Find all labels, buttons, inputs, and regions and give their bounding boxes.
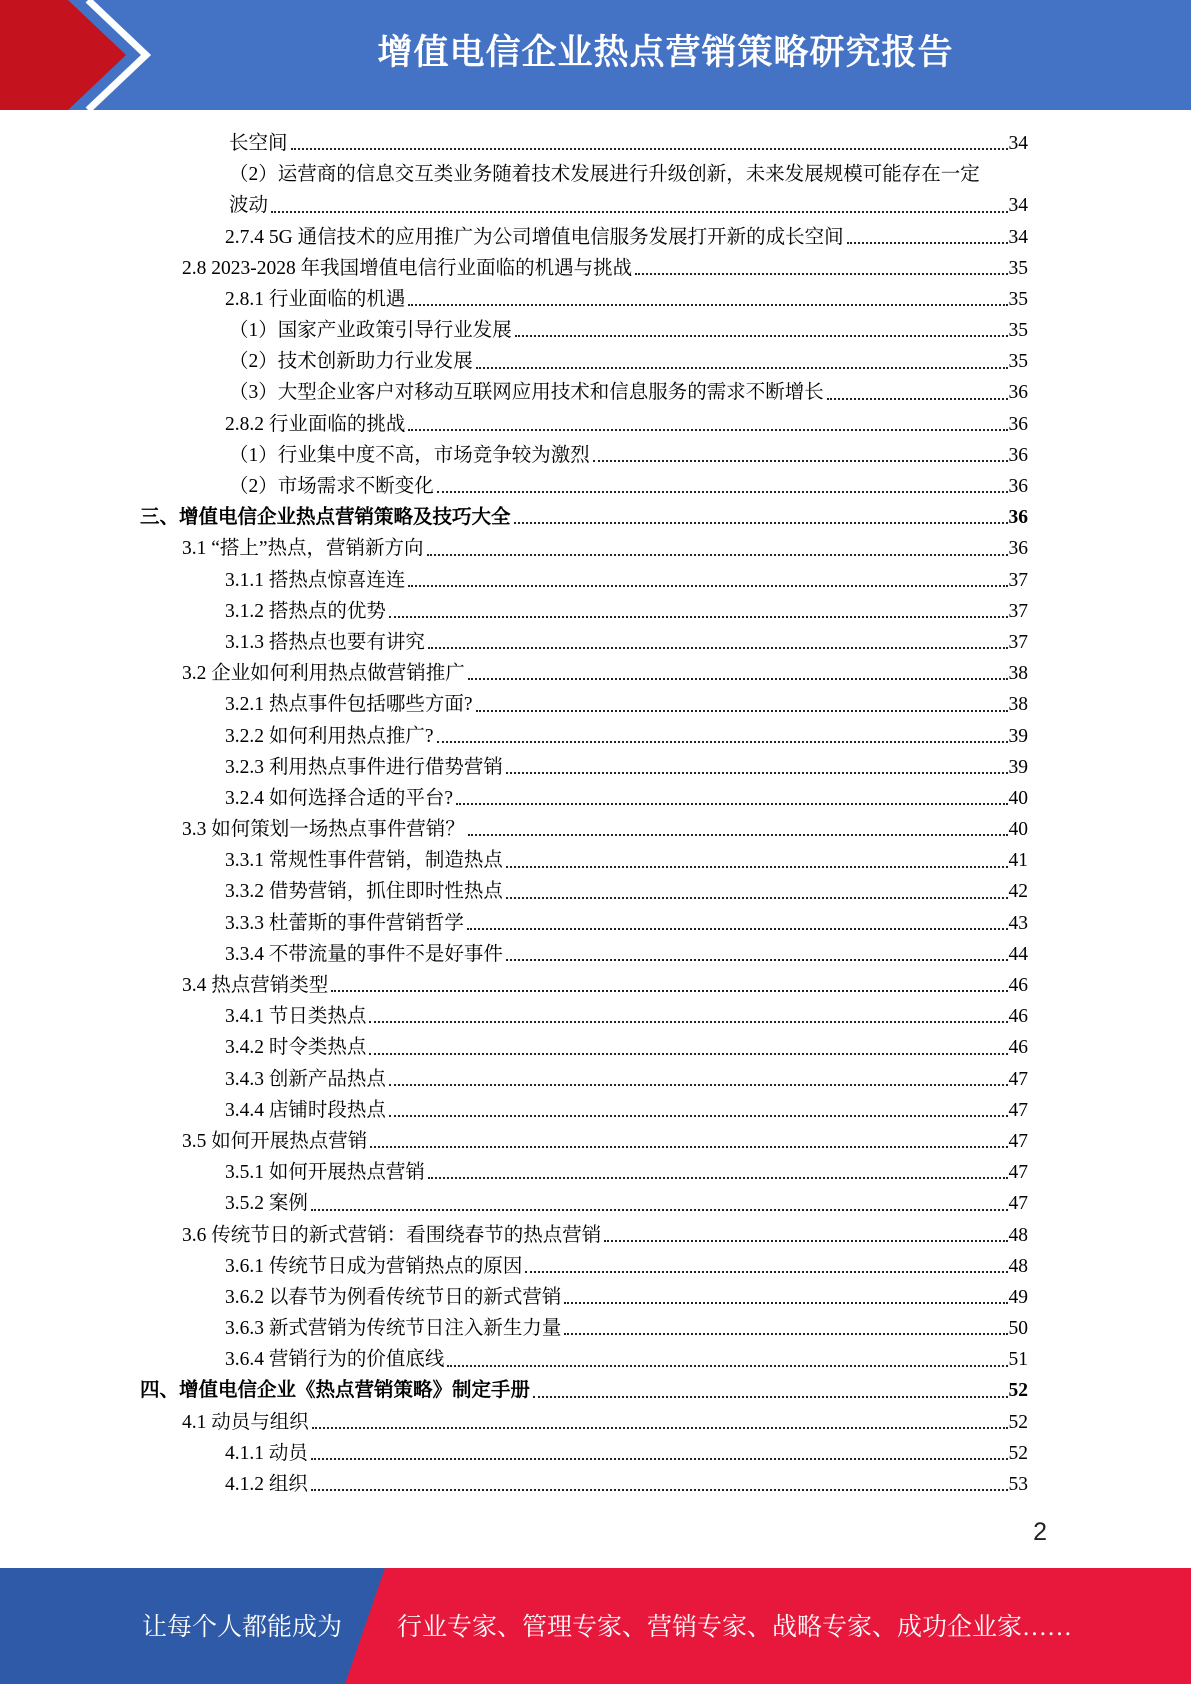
toc-entry-title: 3.2.1 热点事件包括哪些方面? xyxy=(225,694,473,716)
toc-dot-leader xyxy=(515,335,1008,337)
toc-entry[interactable] xyxy=(140,658,1028,689)
toc-entry-page: 36 xyxy=(1008,444,1028,466)
toc-entry-page: 38 xyxy=(1008,663,1028,685)
toc-entry-title: 3.2 企业如何利用热点做营销推广 xyxy=(182,663,465,685)
page-footer xyxy=(0,1568,1191,1684)
toc-dot-leader xyxy=(604,1240,1007,1242)
toc-entry-title: 3.5.2 案例 xyxy=(225,1193,308,1215)
toc-dot-leader xyxy=(827,398,1008,400)
toc-entry-title: 3.1.2 搭热点的优势 xyxy=(225,600,386,622)
toc-dot-leader xyxy=(506,772,1008,774)
toc-dot-leader xyxy=(847,242,1008,244)
toc-entry-title: （2）技术创新助力行业发展 xyxy=(229,351,473,373)
toc-dot-leader xyxy=(456,803,1007,805)
toc-entry-title: 4.1.2 组织 xyxy=(225,1474,308,1496)
toc-entry[interactable] xyxy=(140,1064,1028,1095)
toc-entry[interactable] xyxy=(140,440,1028,471)
toc-dot-leader xyxy=(369,1021,1007,1023)
toc-entry-page: 36 xyxy=(1008,382,1028,404)
toc-entry-title: （2）运营商的信息交互类业务随着技术发展进行升级创新，未来发展规模可能存在一定 xyxy=(229,164,980,186)
toc-entry[interactable] xyxy=(140,1282,1028,1313)
toc-entry[interactable] xyxy=(140,1126,1028,1157)
toc-dot-leader xyxy=(311,1209,1008,1211)
toc-entry[interactable] xyxy=(140,1407,1028,1438)
toc-dot-leader xyxy=(564,1302,1007,1304)
toc-entry-title: 3.2.2 如何利用热点推广? xyxy=(225,725,434,747)
toc-dot-leader xyxy=(437,491,1008,493)
toc-entry-page: 35 xyxy=(1008,351,1028,373)
toc-entry-title: 2.8.2 行业面临的挑战 xyxy=(225,413,406,435)
toc-entry-page: 49 xyxy=(1008,1286,1028,1308)
toc-entry-page: 47 xyxy=(1008,1099,1028,1121)
page-number: 2 xyxy=(1033,1518,1047,1546)
toc-entry[interactable] xyxy=(140,627,1028,658)
toc-entry-title: 3.6.1 传统节日成为营销热点的原因 xyxy=(225,1255,523,1277)
page-header xyxy=(0,0,1191,110)
toc-dot-leader xyxy=(331,990,1007,992)
toc-entry-title: 3.3.3 杜蕾斯的事件营销哲学 xyxy=(225,912,464,934)
toc-entry[interactable] xyxy=(140,752,1028,783)
toc-entry-page: 35 xyxy=(1008,257,1028,279)
toc-entry[interactable] xyxy=(140,565,1028,596)
toc-dot-leader xyxy=(428,1177,1008,1179)
toc-entry[interactable] xyxy=(140,378,1028,409)
toc-entry-title: 四、增值电信企业《热点营销策略》制定手册 xyxy=(140,1380,531,1402)
toc-entry[interactable] xyxy=(140,783,1028,814)
toc-dot-leader xyxy=(427,554,1008,556)
toc-dot-leader xyxy=(635,273,1007,275)
toc-entry[interactable] xyxy=(140,471,1028,502)
toc-entry-title: 3.4.3 创新产品热点 xyxy=(225,1068,386,1090)
toc-entry-title: 3.6.3 新式营销为传统节日注入新生力量 xyxy=(225,1318,562,1340)
toc-dot-leader xyxy=(312,1427,1008,1429)
toc-entry-title: （3）大型企业客户对移动互联网应用技术和信息服务的需求不断增长 xyxy=(229,382,824,404)
toc-entry-title: 3.4 热点营销类型 xyxy=(182,975,329,997)
toc-dot-leader xyxy=(389,1115,1008,1117)
footer-slogan-left: 让每个人都能成为 xyxy=(142,1614,343,1641)
toc-dot-leader xyxy=(437,741,1008,743)
toc-entry-title: 3.1.1 搭热点惊喜连连 xyxy=(225,569,406,591)
toc-entry-title: 2.7.4 5G 通信技术的应用推广为公司增值电信服务发展打开新的成长空间 xyxy=(225,226,844,248)
toc-entry-title: （1）国家产业政策引导行业发展 xyxy=(229,320,512,342)
toc-entry-page: 53 xyxy=(1008,1474,1028,1496)
toc-entry[interactable] xyxy=(140,222,1028,253)
toc-entry-page: 38 xyxy=(1008,694,1028,716)
toc-dot-leader xyxy=(369,1053,1007,1055)
toc-entry-title: 3.4.4 店铺时段热点 xyxy=(225,1099,386,1121)
toc-dot-leader xyxy=(506,897,1008,899)
toc-entry-title: 4.1 动员与组织 xyxy=(182,1411,309,1433)
toc-entry-page: 35 xyxy=(1008,320,1028,342)
toc-entry-page: 48 xyxy=(1008,1255,1028,1277)
toc-entry[interactable] xyxy=(140,689,1028,720)
toc-entry-title: 长空间 xyxy=(229,132,288,154)
toc-dot-leader xyxy=(476,710,1008,712)
toc-entry-page: 37 xyxy=(1008,569,1028,591)
toc-entry-title: 3.1 “搭上”热点，营销新方向 xyxy=(182,538,424,560)
toc-entry-page: 43 xyxy=(1008,912,1028,934)
toc-dot-leader xyxy=(506,959,1008,961)
toc-entry[interactable] xyxy=(140,190,1028,221)
toc-entry-page: 50 xyxy=(1008,1318,1028,1340)
toc-dot-leader xyxy=(428,647,1008,649)
toc-dot-leader xyxy=(370,1146,1007,1148)
toc-entry-page: 34 xyxy=(1008,226,1028,248)
toc-entry-title: 3.3.2 借势营销，抓住即时性热点 xyxy=(225,881,503,903)
toc-entry-title: 3.6 传统节日的新式营销：看围绕春节的热点营销 xyxy=(182,1224,602,1246)
toc-dot-leader xyxy=(468,678,1008,680)
toc-entry-page: 37 xyxy=(1008,631,1028,653)
toc-entry[interactable] xyxy=(140,721,1028,752)
toc-entry[interactable] xyxy=(140,1469,1028,1500)
toc-entry[interactable] xyxy=(140,1032,1028,1063)
toc-entry-page: 51 xyxy=(1008,1349,1028,1371)
toc-dot-leader xyxy=(271,211,1007,213)
toc-entry-page: 41 xyxy=(1008,850,1028,872)
toc-entry[interactable] xyxy=(140,284,1028,315)
toc-entry[interactable] xyxy=(140,1188,1028,1219)
toc-entry-page: 36 xyxy=(1008,538,1028,560)
toc-entry-page: 44 xyxy=(1008,943,1028,965)
toc-entry-title: 3.4.1 节日类热点 xyxy=(225,1006,367,1028)
toc-dot-leader xyxy=(311,1489,1008,1491)
toc-entry[interactable] xyxy=(140,533,1028,564)
toc-dot-leader xyxy=(447,1365,1007,1367)
toc-dot-leader xyxy=(389,616,1008,618)
toc-entry-page: 36 xyxy=(1008,507,1028,529)
toc-dot-leader xyxy=(525,1271,1007,1273)
footer-slogan-right: 行业专家、管理专家、营销专家、战略专家、成功企业家…… xyxy=(397,1614,1073,1641)
toc-entry-title: （1）行业集中度不高，市场竞争较为激烈 xyxy=(229,444,590,466)
toc-dot-leader xyxy=(506,866,1008,868)
toc-entry-page: 35 xyxy=(1008,288,1028,310)
toc-entry[interactable] xyxy=(140,1001,1028,1032)
toc-dot-leader xyxy=(467,928,1008,930)
toc-entry-title: 波动 xyxy=(229,195,269,217)
toc-entry-title: 3.5 如何开展热点营销 xyxy=(182,1130,368,1152)
toc-entry-title: 4.1.1 动员 xyxy=(225,1442,308,1464)
toc-dot-leader xyxy=(408,304,1007,306)
header-arrow-decoration xyxy=(0,0,160,110)
toc-entry-page: 36 xyxy=(1008,476,1028,498)
toc-entry[interactable] xyxy=(140,502,1028,533)
toc-entry-title: 2.8 2023-2028 年我国增值电信行业面临的机遇与挑战 xyxy=(182,257,633,279)
toc-entry[interactable] xyxy=(140,1157,1028,1188)
toc-entry[interactable] xyxy=(140,908,1028,939)
toc-dot-leader xyxy=(468,834,1008,836)
toc-dot-leader xyxy=(408,429,1007,431)
toc-entry-page: 46 xyxy=(1008,975,1028,997)
toc-entry-page: 47 xyxy=(1008,1162,1028,1184)
toc-entry[interactable] xyxy=(140,814,1028,845)
toc-entry-title: 3.6.2 以春节为例看传统节日的新式营销 xyxy=(225,1286,562,1308)
toc-dot-leader xyxy=(476,367,1008,369)
toc-dot-leader xyxy=(533,1396,1007,1398)
toc-entry-page: 47 xyxy=(1008,1193,1028,1215)
toc-entry-page: 40 xyxy=(1008,819,1028,841)
document-title: 增值电信企业热点营销策略研究报告 xyxy=(377,33,954,73)
toc-entry[interactable] xyxy=(140,1095,1028,1126)
toc-entry-title: 3.2.3 利用热点事件进行借势营销 xyxy=(225,756,503,778)
toc-entry-page: 46 xyxy=(1008,1006,1028,1028)
toc-dot-leader xyxy=(291,148,1008,150)
toc-entry[interactable] xyxy=(140,159,1028,190)
toc-entry[interactable] xyxy=(140,1251,1028,1282)
toc-entry[interactable] xyxy=(140,1376,1028,1407)
toc-entry[interactable] xyxy=(140,596,1028,627)
toc-entry-page: 52 xyxy=(1008,1442,1028,1464)
toc-entry[interactable] xyxy=(140,1313,1028,1344)
toc-entry[interactable] xyxy=(140,1344,1028,1375)
toc-dot-leader xyxy=(564,1333,1007,1335)
toc-entry-page: 40 xyxy=(1008,787,1028,809)
toc-entry-title: 3.1.3 搭热点也要有讲究 xyxy=(225,631,425,653)
toc-dot-leader xyxy=(593,460,1008,462)
toc-entry-page: 42 xyxy=(1008,881,1028,903)
toc-entry-title: 3.3 如何策划一场热点事件营销？ xyxy=(182,819,465,841)
toc-dot-leader xyxy=(514,522,1008,524)
toc-dot-leader xyxy=(389,1084,1008,1086)
toc-entry-title: 3.6.4 营销行为的价值底线 xyxy=(225,1349,445,1371)
toc-entry-page: 39 xyxy=(1008,725,1028,747)
toc-entry[interactable] xyxy=(140,346,1028,377)
toc-entry-title: （2）市场需求不断变化 xyxy=(229,476,434,498)
toc-entry[interactable] xyxy=(140,877,1028,908)
toc-entry-page: 34 xyxy=(1008,195,1028,217)
toc-entry-page: 34 xyxy=(1008,132,1028,154)
toc-entry-page: 52 xyxy=(1008,1411,1028,1433)
toc-entry-page: 46 xyxy=(1008,1037,1028,1059)
toc-entry[interactable] xyxy=(140,1438,1028,1469)
toc-entry[interactable] xyxy=(140,845,1028,876)
toc-entry-page: 39 xyxy=(1008,756,1028,778)
toc-entry-page: 37 xyxy=(1008,600,1028,622)
toc-entry-title: 3.4.2 时令类热点 xyxy=(225,1037,367,1059)
toc-entry[interactable] xyxy=(140,1220,1028,1251)
toc-entry[interactable] xyxy=(140,253,1028,284)
toc-entry[interactable] xyxy=(140,939,1028,970)
toc-entry-page: 47 xyxy=(1008,1068,1028,1090)
toc-entry-title: 2.8.1 行业面临的机遇 xyxy=(225,288,406,310)
toc-entry-page: 48 xyxy=(1008,1224,1028,1246)
toc-entry[interactable] xyxy=(140,315,1028,346)
toc-entry-page: 47 xyxy=(1008,1130,1028,1152)
toc-dot-leader xyxy=(408,585,1007,587)
toc-entry[interactable] xyxy=(140,128,1028,159)
toc-entry-title: 3.2.4 如何选择合适的平台? xyxy=(225,787,454,809)
toc-entry-title: 三、增值电信企业热点营销策略及技巧大全 xyxy=(140,507,511,529)
toc-entry[interactable] xyxy=(140,970,1028,1001)
toc-entry[interactable] xyxy=(140,409,1028,440)
toc-entry-title: 3.5.1 如何开展热点营销 xyxy=(225,1162,425,1184)
toc-entry-title: 3.3.1 常规性事件营销，制造热点 xyxy=(225,850,503,872)
toc-entry-page: 36 xyxy=(1008,413,1028,435)
toc-entry-title: 3.3.4 不带流量的事件不是好事件 xyxy=(225,943,503,965)
toc-entry-page: 52 xyxy=(1008,1380,1028,1402)
toc-dot-leader xyxy=(311,1458,1008,1460)
table-of-contents xyxy=(140,128,1028,1500)
